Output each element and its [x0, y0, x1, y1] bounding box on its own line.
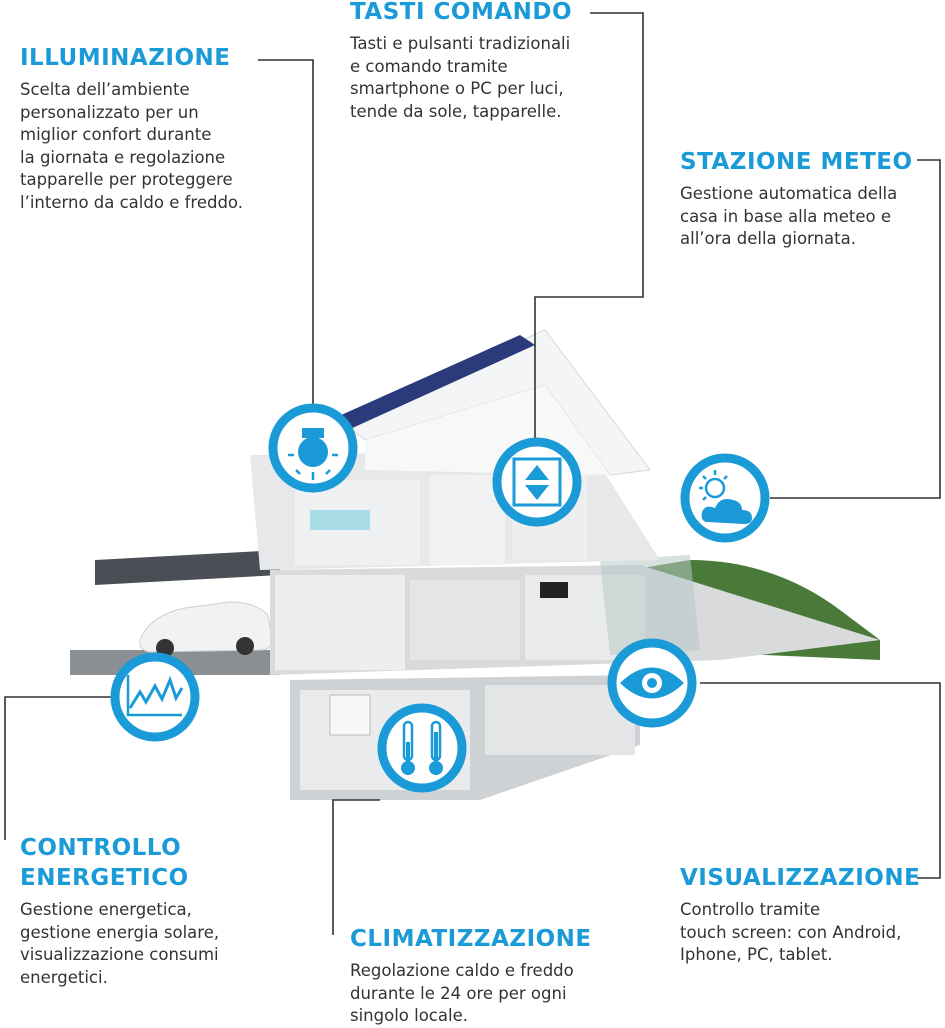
feature-title: VISUALIZZAZIONE [680, 865, 921, 891]
feature-climatizzazione [350, 924, 620, 1028]
feature-title: CONTROLLO ENERGETICO [20, 835, 189, 891]
garage-roof [95, 550, 280, 585]
headboard [310, 510, 370, 530]
feature-description: Controllo tramite touch screen: con Android, Iphone, PC, tablet. [680, 900, 902, 964]
feature-controllo-energetico [20, 833, 280, 989]
thermometer-icon [382, 708, 462, 788]
feature-description: Gestione energetica, gestione energia solare, visualizzazione consumi energetici. [20, 900, 220, 987]
feature-illuminazione [20, 43, 320, 214]
feature-title: TASTI COMANDO [350, 0, 573, 25]
ground-floor-wall [275, 575, 405, 670]
feature-description: Scelta dell’ambiente personalizzato per un miglior confort durante la giornata e regolazione tapparelle per proteggere l’interno da caldo e freddo. [20, 80, 243, 212]
feature-tasti-comando [350, 0, 600, 123]
feature-title: STAZIONE METEO [680, 149, 913, 175]
energy-graph-icon [115, 657, 195, 737]
up-down-arrows-icon [497, 442, 577, 522]
feature-title: CLIMATIZZAZIONE [350, 926, 592, 952]
kitchen [410, 580, 520, 660]
connector-visualizzazione [700, 683, 940, 878]
feature-stazione-meteo [680, 147, 940, 251]
feature-title: ILLUMINAZIONE [20, 45, 231, 71]
tv [540, 582, 568, 598]
sun-cloud-icon [685, 458, 765, 538]
lightbulb-icon [273, 408, 353, 488]
connector-controllo-energetico [5, 697, 115, 840]
feature-description: Regolazione caldo e freddo durante le 24 ore per ogni singolo locale. [350, 961, 574, 1025]
feature-description: Tasti e pulsanti tradizionali e comando tramite smartphone o PC per luci, tende da sole, tapparelle. [350, 34, 571, 121]
feature-visualizzazione [680, 863, 940, 967]
connector-climatizzazione [333, 800, 380, 935]
washing-machine [330, 695, 370, 735]
eye-icon [612, 643, 692, 723]
car-wheel-rear [236, 637, 254, 655]
feature-description: Gestione automatica della casa in base alla meteo e all’ora della giornata. [680, 184, 898, 248]
